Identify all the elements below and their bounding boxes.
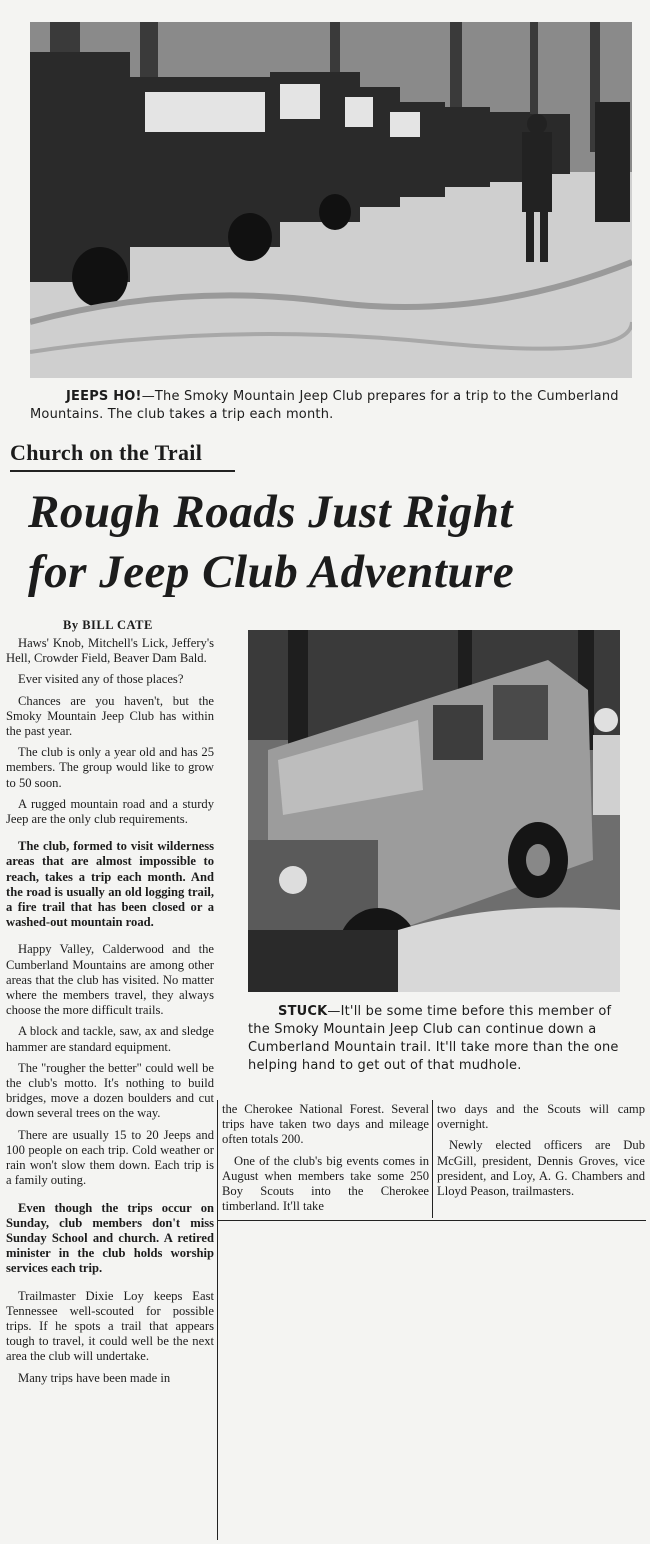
- paragraph: Trailmaster Dixie Loy keeps East Tennessee well-scouted for possible trips. If he spots a trail that appears tough to travel, it could well be the next area the club will undertake.: [6, 1288, 214, 1364]
- byline: By BILL CATE: [63, 618, 153, 632]
- paragraph: Many trips have been made in: [18, 1370, 171, 1385]
- article-column-2: [222, 1102, 429, 1220]
- caption-lead: STUCK: [278, 1004, 328, 1019]
- caption-text: —The Smoky Mountain Jeep Club prepares for a trip to the Cumberland Mountains. The club takes a trip each month.: [30, 389, 619, 422]
- headline-line-2: for Jeep Club Adventure: [28, 546, 515, 598]
- paragraph: Ever visited any of those places?: [18, 672, 184, 687]
- paragraph: the Cherokee National Forest. Several trips have taken two days and mileage often totals 200.: [222, 1102, 429, 1147]
- paragraph: Haws' Knob, Mitchell's Lick, Jeffery's Hell, Crowder Field, Beaver Dam Bald.: [6, 636, 214, 666]
- photo-stuck-jeep: [248, 630, 620, 992]
- paragraph: two days and the Scouts will camp overnight.: [437, 1102, 645, 1132]
- paragraph: The "rougher the better" could well be the club's motto. It's nothing to build bridges, move a dozen boulders and cut down several trees on the way.: [6, 1060, 214, 1121]
- paragraph: One of the club's big events comes in August when members take some 250 Boy Scouts into the Cherokee timberland. It'll take: [222, 1153, 429, 1214]
- paragraph: Chances are you haven't, but the Smoky Mountain Jeep Club has within the past year.: [6, 693, 214, 739]
- paragraph-bold: Even though the trips occur on Sunday, club members don't miss Sunday School and church. A retired minister in the club holds worship services each trip.: [6, 1200, 214, 1276]
- column-divider-2: [432, 1100, 433, 1218]
- paragraph: A block and tackle, saw, ax and sledge hammer are standard equipment.: [6, 1024, 214, 1054]
- section-kicker: Church on the Trail: [10, 440, 203, 465]
- kicker-underline: [10, 470, 235, 472]
- caption-lead: JEEPS HO!: [66, 389, 142, 404]
- column-divider-1: [217, 1100, 218, 1540]
- paragraph: The club is only a year old and has 25 members. The group would like to grow to 50 soon.: [6, 745, 214, 790]
- article-column-1: [6, 636, 214, 1392]
- bottom-rule: [218, 1220, 646, 1221]
- paragraph: There are usually 15 to 20 Jeeps and 100 people on each trip. Cold weather or rain won't slow them down. Each trip is a family outing.: [6, 1127, 214, 1188]
- paragraph: Happy Valley, Calderwood and the Cumberland Mountains are among other areas that the club has visited. No matter where the members travel, they always choose the more difficult trails.: [6, 942, 214, 1018]
- photo-caption-stuck: [248, 1003, 630, 1075]
- paragraph: Newly elected officers are Dub McGill, president, Dennis Groves, vice president, and Loy, A. G. Chambers and Lloyd Peason, trailmasters.: [437, 1138, 645, 1199]
- paragraph: A rugged mountain road and a sturdy Jeep are the only club requirements.: [6, 796, 214, 827]
- article-column-3: [437, 1102, 645, 1205]
- caption-text: —It'll be some time before this member of the Smoky Mountain Jeep Club can continue down a Cumberland Mountain trail. It'll take more than the one helping hand to get out of that mudhole.: [248, 1004, 619, 1073]
- paragraph-bold: The club, formed to visit wilderness areas that are almost impossible to reach, takes a trip each month. And the road is usually an old logging trail, a fire trail that has been closed or a washed-out mountain road.: [6, 839, 214, 930]
- photo-caption-jeeps: [30, 388, 632, 424]
- headline: [28, 482, 628, 602]
- headline-line-1: Rough Roads Just Right: [28, 486, 514, 538]
- photo-jeeps-lineup: [30, 22, 632, 378]
